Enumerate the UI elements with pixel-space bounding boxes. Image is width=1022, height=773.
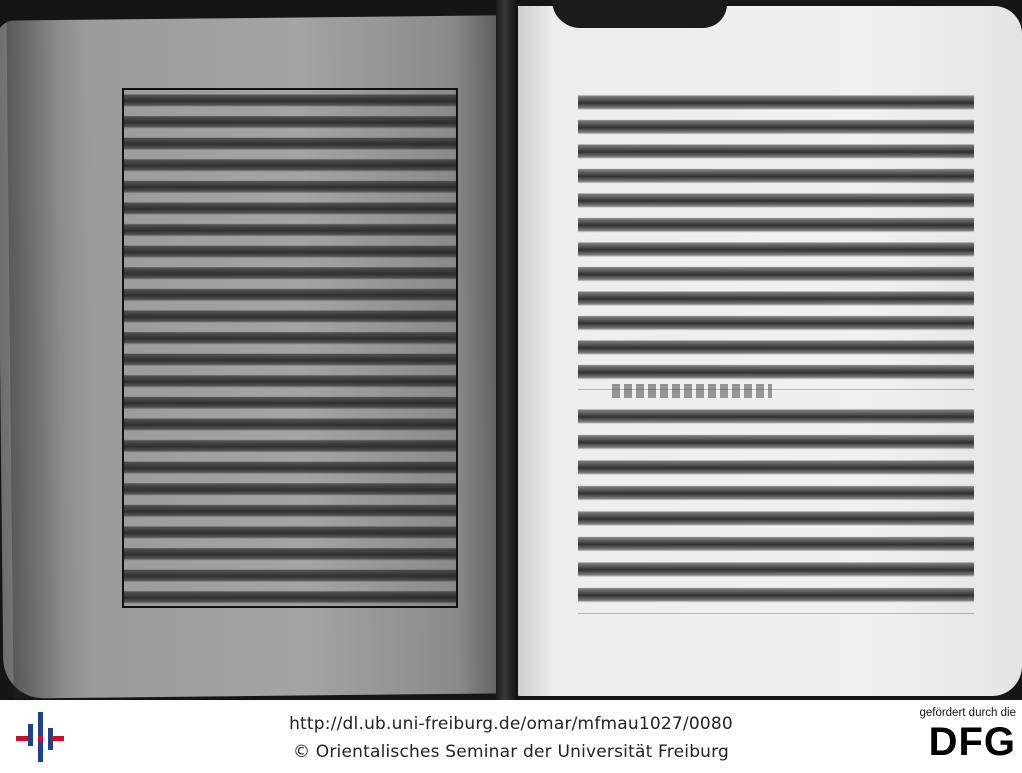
left-text-block [122,88,458,608]
book-spine [496,0,518,700]
page-stain [6,20,93,699]
right-text-block-upper [578,90,974,390]
marginal-gloss [612,384,772,398]
holding-thumb [552,0,727,28]
right-text-block-lower [578,404,974,614]
funding-caption: gefördert durch die [919,707,1016,719]
document-url[interactable]: http://dl.ub.uni-freiburg.de/omar/mfmau1027/0080 [289,714,733,734]
dfg-logo: DFG [928,720,1016,764]
copyright-notice: © Orientalisches Seminar der Universität Freiburg [292,742,730,762]
viewer-footer [0,700,1022,773]
